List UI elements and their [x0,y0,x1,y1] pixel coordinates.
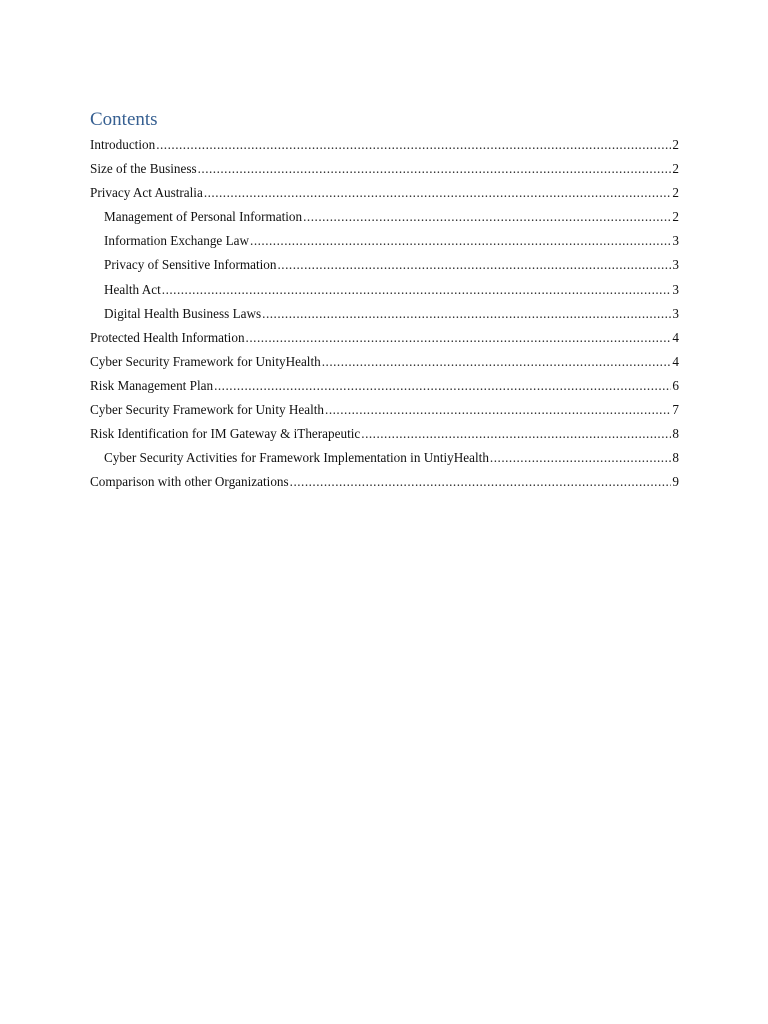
toc-dot-leader [198,157,672,181]
toc-entry-page: 8 [672,450,679,466]
toc-dot-leader [322,350,672,374]
toc-entry-title: Protected Health Information [90,329,245,345]
toc-entry-cyber-security-framework-unity-health[interactable] [90,398,679,422]
toc-dot-leader [162,278,672,302]
toc-entry-title: Information Exchange Law [104,233,250,249]
toc-entry-introduction[interactable] [90,133,679,157]
toc-entry-title: Health Act [104,281,161,297]
toc-entry-page: 4 [672,329,679,345]
toc-dot-leader [262,302,671,326]
toc-dot-leader [250,229,671,253]
toc-entry-information-exchange-law[interactable] [90,229,679,253]
toc-dot-leader [278,253,672,277]
toc-entry-comparison-other-organizations[interactable] [90,470,679,494]
toc-dot-leader [214,374,671,398]
toc-entry-title: Cyber Security Framework for UnityHealth [90,353,321,369]
toc-dot-leader [204,181,672,205]
toc-heading: Contents [90,109,158,130]
toc-entry-management-personal-information[interactable] [90,205,679,229]
toc-entry-privacy-sensitive-information[interactable] [90,253,679,277]
toc-entry-risk-identification[interactable] [90,422,679,446]
toc-entry-cyber-security-framework-unityhealth[interactable] [90,350,679,374]
toc-entry-page: 8 [672,426,679,442]
toc-entry-title: Introduction [90,137,156,152]
toc-entry-page: 2 [672,137,679,152]
toc-entry-title: Privacy of Sensitive Information [104,257,277,273]
toc-dot-leader [361,422,671,446]
toc-dot-leader [246,326,672,350]
toc-dot-leader [490,446,671,470]
toc-entry-title: Cyber Security Framework for Unity Health [90,402,325,418]
toc-entry-health-act[interactable] [90,278,679,302]
toc-entry-page: 4 [672,353,679,369]
toc-dot-leader [325,398,671,422]
toc-entry-title: Privacy Act Australia [90,185,203,201]
toc-entry-risk-management-plan[interactable] [90,374,679,398]
toc-entry-page: 6 [672,377,679,393]
toc-entry-cyber-security-activities[interactable] [90,446,679,470]
toc-entry-privacy-act-australia[interactable] [90,181,679,205]
toc-entry-title: Digital Health Business Laws [104,305,262,321]
toc-entry-title: Comparison with other Organizations [90,474,289,490]
toc-entry-page: 7 [672,402,679,418]
toc-dot-leader [156,133,671,157]
toc-entry-title: Risk Management Plan [90,377,214,393]
toc-entry-page: 2 [672,185,679,201]
toc-entry-protected-health-information[interactable] [90,326,679,350]
toc-entry-title: Management of Personal Information [104,209,303,225]
toc-entry-page: 9 [672,474,679,490]
toc-entry-title: Cyber Security Activities for Framework Implementation in UntiyHealth [104,450,489,466]
toc-entry-size-of-business[interactable] [90,157,679,181]
toc-entry-page: 3 [672,281,679,297]
toc-entry-page: 3 [672,305,679,321]
toc-list [90,133,679,494]
toc-entry-title: Size of the Business [90,161,197,177]
toc-entry-page: 3 [672,233,679,249]
toc-entry-page: 2 [672,209,679,225]
toc-entry-title: Risk Identification for IM Gateway & iTherapeutic [90,426,361,442]
toc-dot-leader [290,470,672,494]
toc-entry-digital-health-business-laws[interactable] [90,302,679,326]
toc-entry-page: 2 [672,161,679,177]
toc-dot-leader [303,205,671,229]
toc-entry-page: 3 [672,257,679,273]
table-of-contents [90,108,679,494]
